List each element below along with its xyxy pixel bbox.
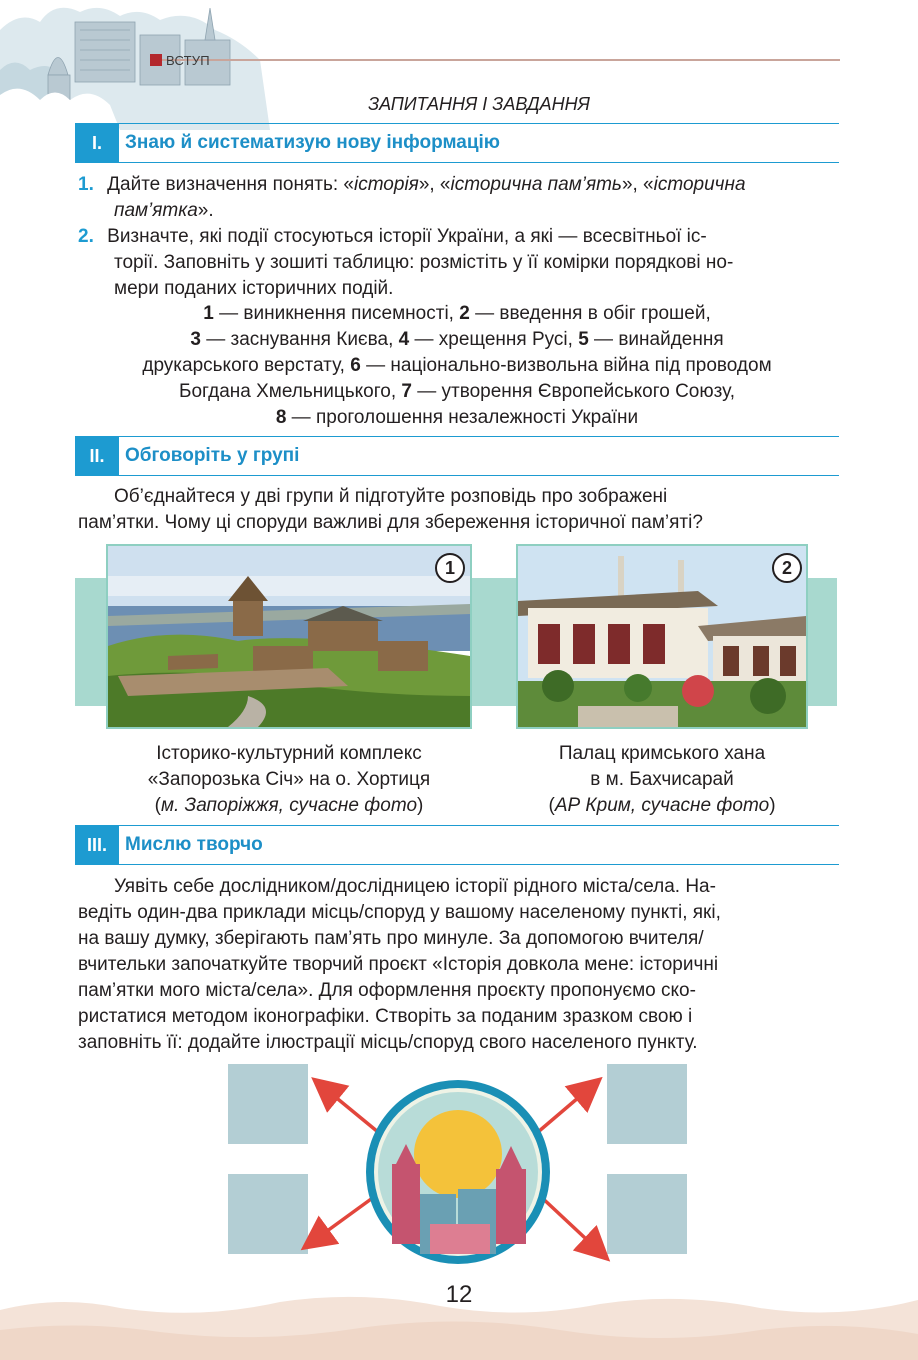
paren: ) [417,795,424,816]
event-number: 3 [190,329,201,350]
question-1-text: ». [197,200,214,221]
events-line-5 [75,405,839,431]
city-emblem-icon [366,1080,550,1264]
question-2 [78,224,834,250]
photo-2-caption [516,741,808,819]
paren: ( [548,795,555,816]
event-number: 8 [275,407,287,428]
photo-1-caption-line: Історико-культурний комплекс [156,743,422,764]
photo-1-badge: 1 [435,553,465,583]
section-1-number: I. [75,124,119,162]
section-3-line: Уявіть себе дослідником/дослідницею історії рідного міста/села. На- [114,876,716,897]
photo-1-source: м. Запоріжжя, сучасне фото [160,795,418,816]
event-text: — хрещення Русі, [409,329,579,350]
section-3-line: ристатися методом іконографіки. Створіть за поданим зразком свою і [78,1006,693,1027]
event-text: — заснування Києва, [200,329,399,350]
events-line-4 [75,379,839,405]
page-number: 12 [445,1281,473,1308]
events-line-3 [75,353,839,379]
iconography-diagram [300,1074,620,1284]
paren: ( [154,795,161,816]
section-tag-label: ВСТУП [166,52,210,68]
photo-2-badge: 2 [772,553,802,583]
photo-zaporizka-sich [106,544,472,729]
photo-2-caption-line: Палац кримського хана [558,743,766,764]
section-1-header [75,123,839,163]
paren: ) [769,795,776,816]
events-line-1 [75,301,839,327]
section-1-title: Знаю й систематизую нову інформацію [125,132,501,153]
section-2-title: Обговоріть у групі [125,445,300,466]
event-number: 7 [401,381,412,402]
photo-2-caption-line: в м. Бахчисарай [590,769,734,790]
event-text: — утворення Європейського Союзу, [411,381,735,402]
term-history: історія [353,174,419,195]
section-3-title: Мислю творчо [125,834,263,855]
event-text: — проголошення незалежності України [286,407,639,428]
section-2-text-line1: Об’єднайтеся у дві групи й підготуйте розповідь про зображені [114,486,668,507]
question-1-line2 [114,198,834,224]
questions-title: ЗАПИТАННЯ І ЗАВДАННЯ [368,94,590,114]
photo-1-caption [106,741,472,819]
photo-khan-palace [516,544,808,729]
placeholder-box-top-left [228,1064,308,1144]
event-number: 2 [459,303,470,324]
event-text: — введення в обіг грошей, [469,303,711,324]
question-2-text: Визначте, які події стосуються історії України, а які — всесвітньої іс- [107,226,707,247]
event-text: Богдана Хмельницького, [179,381,402,402]
event-number: 6 [350,355,361,376]
event-text: — виникнення писемності, [213,303,460,324]
section-2-text-line2: пам’ятки. Чому ці споруди важливі для збереження історичної пам’яті? [78,512,703,533]
section-2-header [75,436,839,476]
term-historical-memory: історична пам’ять [450,174,622,195]
event-text: — винайдення [588,329,724,350]
events-line-2 [75,327,839,353]
photo-2-caption-source [516,793,808,819]
placeholder-box-bottom-left [228,1174,308,1254]
photo-khan-palace-image [518,546,806,727]
section-tag-marker-icon [150,54,162,66]
section-3-line: заповніть її: додайте ілюстрації місць/споруд свого населеного пункту. [78,1032,698,1053]
event-number: 1 [203,303,214,324]
section-3-line: пам’ятки мого міста/села». Для оформлення проєкту пропонуємо ско- [78,980,696,1001]
photo-1-caption-source [106,793,472,819]
section-3-line: ведіть один-два приклади місць/споруд у вашому населеному пункті, які, [78,902,721,923]
question-2-line3: мери поданих історичних подій. [114,278,394,299]
event-number: 4 [398,329,410,350]
event-text: друкарського верстату, [142,355,351,376]
photo-zaporizka-sich-image [108,546,470,727]
event-number: 5 [578,329,589,350]
section-3-line: на вашу думку, зберігають пам’ять про минуле. За допомогою вчителя/ [78,928,704,949]
section-2-number: II. [75,437,119,475]
question-2-line2: торії. Заповніть у зошиті таблицю: розмістіть у її комірки порядкові но- [114,252,734,273]
question-2-number: 2. [78,226,94,247]
photo-2-source: АР Крим, сучасне фото [554,795,770,816]
question-1-text: », « [418,174,451,195]
section-3-number: III. [75,826,119,864]
header-rule [150,59,840,61]
question-1 [78,172,834,198]
question-1-text: », « [621,174,654,195]
question-1-text: Дайте визначення понять: « [107,174,354,195]
term-historical-monument: пам’ятка [114,200,198,221]
question-1-number: 1. [78,174,94,195]
term-historical-monument: історична [653,174,746,195]
event-text: — національно-визвольна війна під проводом [360,355,772,376]
section-tag [150,50,210,70]
photo-1-caption-line: «Запорозька Січ» на о. Хортиця [147,769,431,790]
section-3-line: вчительки започаткуйте творчий проєкт «Історія довкола мене: історичні [78,954,719,975]
section-3-header [75,825,839,865]
